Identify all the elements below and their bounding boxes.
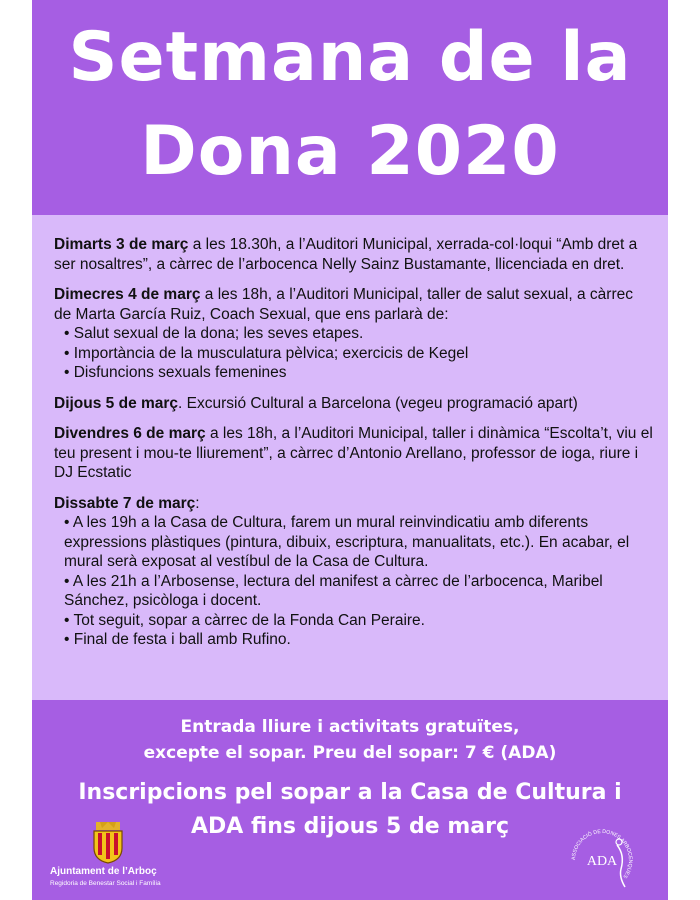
program-day-heading: Dimecres 4 de març — [54, 286, 201, 303]
program-bullet-list — [54, 513, 654, 650]
program-day-text — [54, 494, 654, 514]
program-section — [32, 215, 668, 700]
program-day-heading: Dimarts 3 de març — [54, 236, 189, 253]
program-day-heading: Dissabte 7 de març — [54, 494, 196, 512]
entry-info — [32, 714, 668, 766]
council-logo — [50, 822, 190, 892]
program-bullet: • Final de festa i ball amb Rufino. — [54, 630, 654, 650]
program-bullet: • Tot seguit, sopar a càrrec de la Fonda Can Peraire. — [54, 611, 654, 631]
ada-logo-ring-text: ASSOCIACIÓ DE DONES ARBOCENQUES — [570, 828, 634, 880]
program-bullet: • Importància de la musculatura pèlvica; exercicis de Kegel — [54, 344, 654, 364]
program-day — [54, 494, 654, 650]
program-day-text — [54, 285, 654, 324]
ada-logo-icon — [567, 825, 637, 895]
footer-band — [32, 700, 668, 900]
program-day-text — [54, 394, 654, 414]
title-band — [32, 0, 668, 215]
council-name: Ajuntament de l’Arboç — [50, 866, 157, 877]
ada-logo — [567, 825, 637, 895]
entry-info-line-2: excepte el sopar. Preu del sopar: 7 € (ADA) — [143, 743, 557, 763]
program-bullet: • A les 19h a la Casa de Cultura, farem un mural reinvindicatiu amb diferents expressions plàstiques (pintura, dibuix, escriptura, manualitats, etc.). En acabar, el mural serà exposat al vestíbul de la Casa de Cultura. — [54, 513, 654, 572]
program-list — [54, 235, 654, 661]
program-day-heading: Divendres 6 de març — [54, 425, 206, 442]
program-day — [54, 285, 654, 383]
program-day — [54, 394, 654, 414]
program-day-text — [54, 424, 654, 483]
program-day-description: . Excursió Cultural a Barcelona (vegeu programació apart) — [178, 394, 578, 412]
signup-info-line-2: ADA fins dijous 5 de març — [190, 814, 509, 839]
program-day-description: a les 18h, a l’Auditori Municipal, taller i dinàmica “Escolta’t, viu el teu present i mou-te lliurement”, a càrrec d’Antonio Arellano, professor de ioga, riure i DJ Ecstatic — [54, 425, 653, 481]
program-bullet: • A les 21h a l’Arbosense, lectura del manifest a càrrec de l’arbocenca, Maribel Sánchez, psicòloga i docent. — [54, 572, 654, 611]
program-day-heading: Dijous 5 de març — [54, 394, 179, 412]
program-bullet: • Disfuncions sexuals femenines — [54, 363, 654, 383]
program-bullet-list — [54, 324, 654, 383]
program-day-description: a les 18h, a l’Auditori Municipal, taller de salut sexual, a càrrec de Marta García Ruiz, Coach Sexual, que ens parlarà de: — [54, 286, 633, 323]
program-day-description: : — [195, 494, 200, 512]
council-department: Regidoria de Benestar Social i Família — [50, 880, 161, 887]
signup-info-line-1: Inscripcions pel sopar a la Casa de Cultura i — [78, 780, 622, 805]
poster — [32, 0, 668, 900]
program-day — [54, 235, 654, 274]
program-day — [54, 424, 654, 483]
program-bullet: • Salut sexual de la dona; les seves etapes. — [54, 324, 654, 344]
program-day-text — [54, 235, 654, 274]
crest-icon — [90, 822, 126, 864]
title-line-1: Setmana de la — [68, 18, 632, 97]
program-day-description: a les 18.30h, a l’Auditori Municipal, xerrada-col·loqui “Amb dret a ser nosaltres”, a càrrec de l’arbocenca Nelly Sainz Bustamante, llicenciada en dret. — [54, 236, 638, 273]
title-line-2: Dona 2020 — [140, 112, 560, 191]
ada-logo-text: ADA — [586, 854, 618, 869]
entry-info-line-1: Entrada lliure i activitats gratuïtes, — [180, 717, 520, 737]
